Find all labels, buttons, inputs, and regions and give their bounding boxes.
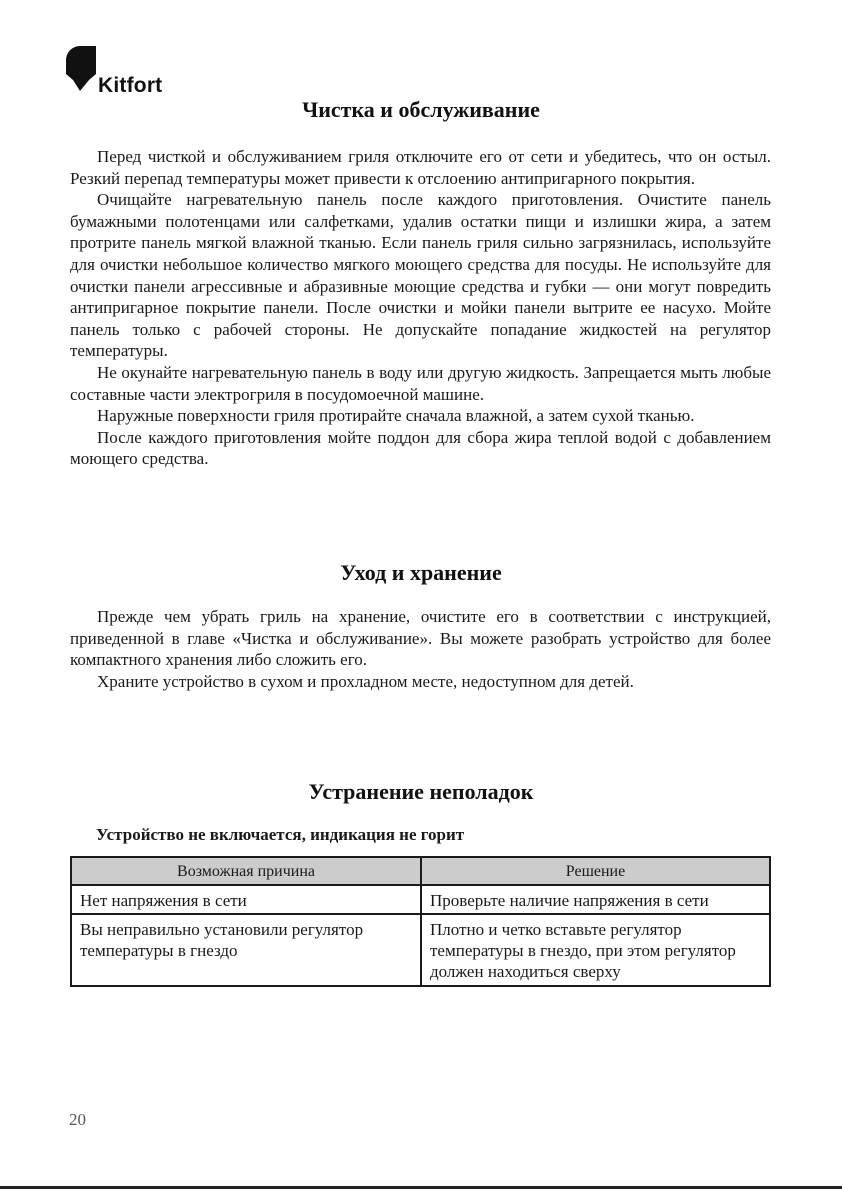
cleaning-paragraph: Очищайте нагревательную панель после каждого приготовления. Очистите панель бумажными полотенцами или салфетками, удалив остатки пищи и излишки жира, а затем протрите панель мягкой влажной тканью. Если панель гриля сильно загрязнилась, используйте для очистки небольшое количество мягкого моющего средства для посуды. Не используйте для очистки панели агрессивные и абразивные моющие средства и губки — они могут повредить антипригарное покрытие панели. После очистки и мойки панели вытрите ее насухо. Мойте панель только с рабочей стороны. Не допускайте попадание жидкостей на регулятор температуры.: [70, 190, 771, 361]
table-row: [71, 885, 770, 914]
section-title-troubleshooting: Устранение неполадок: [308, 779, 534, 804]
cleaning-paragraph: Не окунайте нагревательную панель в воду или другую жидкость. Запрещается мыть любые составные части электрогриля в посудомоечной машине.: [70, 362, 771, 404]
cause-cell: Нет напряжения в сети: [71, 885, 421, 914]
cause-cell: Вы неправильно установили регулятор температуры в гнездо: [71, 914, 421, 986]
table-header-row: [71, 857, 770, 885]
header-solution: Решение: [421, 857, 770, 885]
section-title-storage: Уход и хранение: [340, 560, 502, 585]
solution-cell: Проверьте наличие напряжения в сети: [421, 885, 770, 914]
table-row: [71, 914, 770, 986]
page-number: 20: [69, 1110, 86, 1129]
problem-subheading: Устройство не включается, индикация не горит: [96, 825, 465, 844]
cleaning-paragraph: Перед чисткой и обслуживанием гриля отключите его от сети и убедитесь, что он остыл. Резкий перепад температуры может привести к отслоению антипригарного покрытия.: [70, 147, 771, 188]
solution-cell: Плотно и четко вставьте регулятор температуры в гнездо, при этом регулятор должен находиться сверху: [421, 914, 770, 986]
brand-logo: [66, 46, 162, 96]
cleaning-paragraph: После каждого приготовления мойте поддон для сбора жира теплой водой с добавлением моющего средства.: [70, 427, 771, 469]
header-cause: Возможная причина: [71, 857, 421, 885]
cleaning-text: [70, 146, 771, 470]
cleaning-paragraph: Наружные поверхности гриля протирайте сначала влажной, а затем сухой тканью.: [97, 406, 695, 426]
brand-name: Kitfort: [98, 74, 163, 97]
troubleshooting-table: [70, 856, 771, 987]
kitfort-logo-icon: [66, 46, 96, 96]
storage-text: [70, 606, 771, 692]
storage-paragraph: Храните устройство в сухом и прохладном месте, недоступном для детей.: [97, 671, 634, 691]
storage-paragraph: Прежде чем убрать гриль на хранение, очистите его в соответствии с инструкцией, приведенной в главе «Чистка и обслуживание». Вы можете разобрать устройство для более компактного хранения либо сложить его.: [70, 607, 771, 670]
section-title-cleaning: Чистка и обслуживание: [302, 97, 540, 122]
